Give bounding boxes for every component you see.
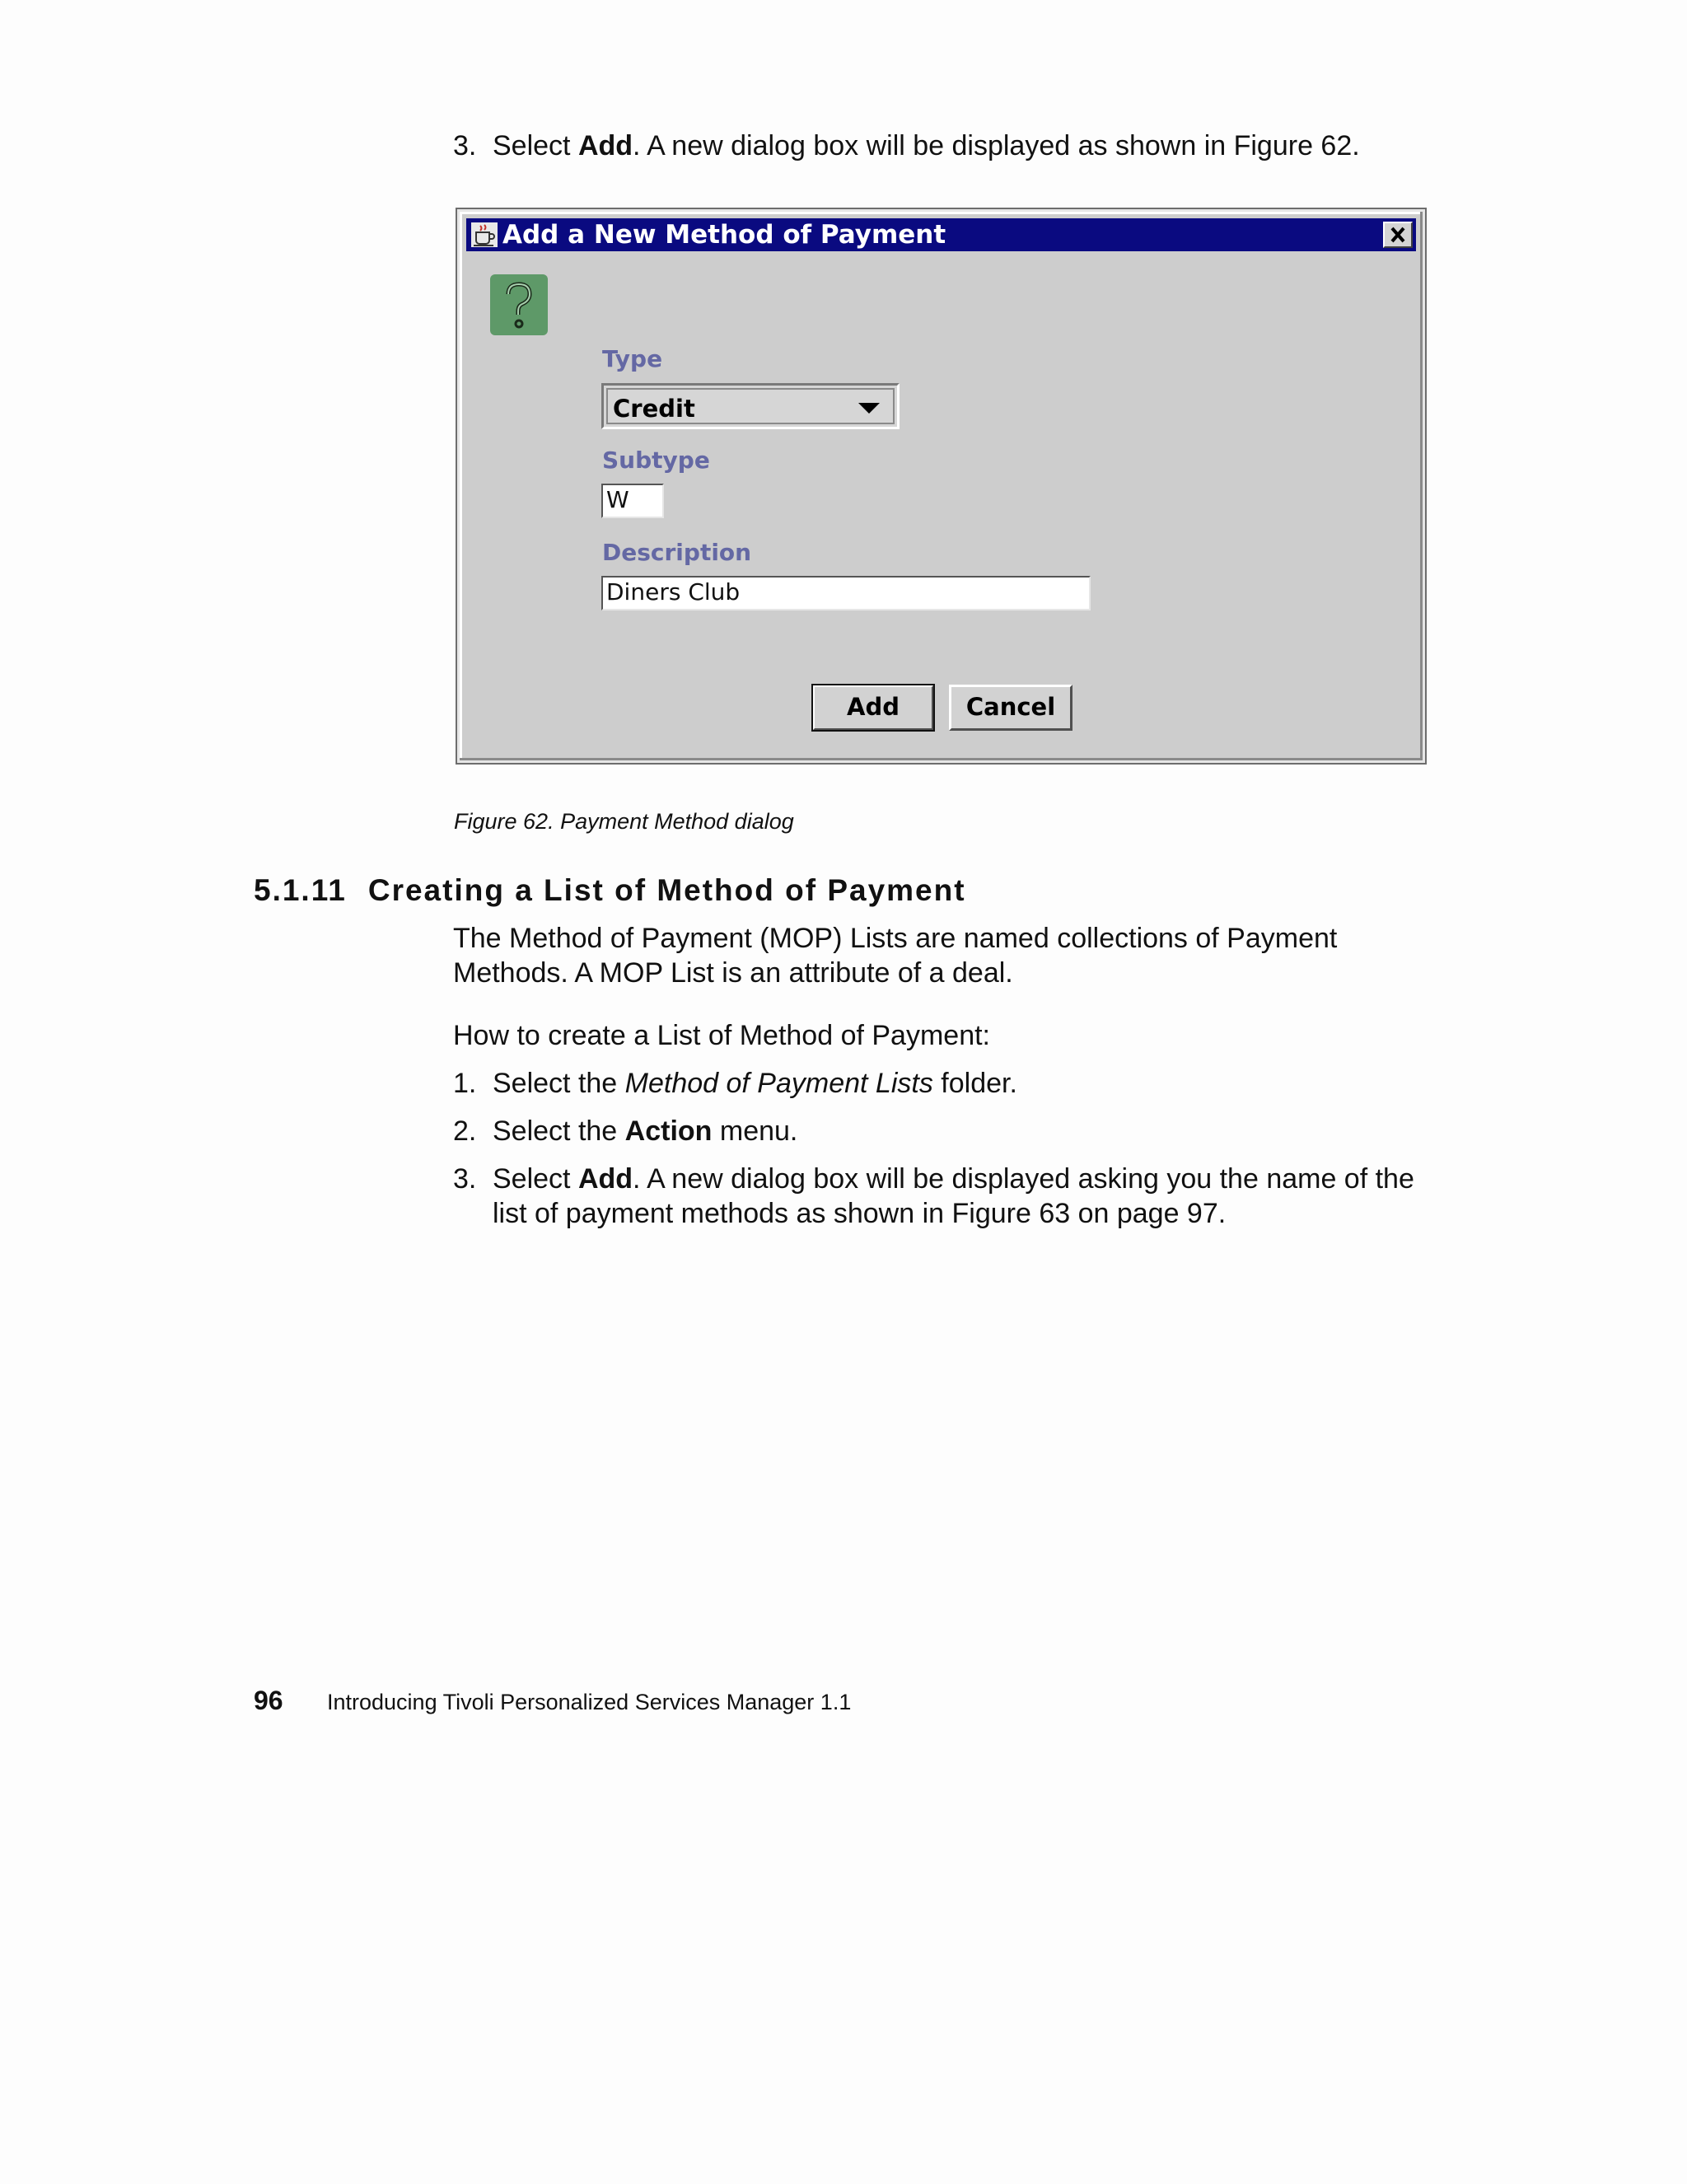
step-3-line-2: list of payment methods as shown in Figure 63 on page 97.	[493, 1198, 1227, 1229]
step-prefix: Select the	[493, 1115, 625, 1147]
figure-caption: Figure 62. Payment Method dialog	[454, 809, 794, 834]
question-glyph	[490, 274, 548, 335]
cancel-button[interactable]: Cancel	[949, 685, 1072, 731]
step-bold: Add	[577, 130, 633, 161]
close-button[interactable]	[1383, 222, 1413, 248]
subtype-field[interactable]: W	[601, 484, 664, 518]
add-payment-method-dialog	[457, 209, 1425, 763]
step-number: 1.	[453, 1068, 477, 1099]
step-2	[453, 1114, 797, 1148]
step-3	[453, 1162, 1414, 1196]
close-x-icon	[1385, 223, 1411, 246]
paragraph-line-1: The Method of Payment (MOP) Lists are named collections of Payment	[453, 923, 1338, 954]
type-label: Type	[602, 345, 663, 372]
dialog-title: Add a New Method of Payment	[502, 220, 946, 250]
step-emph: Action	[624, 1115, 713, 1147]
step-prefix: Select	[493, 130, 578, 161]
section-heading	[254, 873, 966, 908]
step-suffix: folder.	[932, 1068, 1017, 1099]
step-3-top	[453, 129, 1360, 163]
type-select-value: Credit	[613, 395, 695, 423]
step-suffix: . A new dialog box will be displayed as shown in Figure 62.	[633, 130, 1360, 161]
step-prefix: Select	[493, 1163, 578, 1195]
step-prefix: Select the	[493, 1068, 625, 1099]
chevron-down-icon	[858, 403, 880, 414]
dialog-titlebar[interactable]	[466, 218, 1416, 251]
step-number: 2.	[453, 1115, 477, 1147]
java-cup-icon	[471, 222, 498, 247]
step-number: 3.	[453, 130, 477, 161]
running-footer-title: Introducing Tivoli Personalized Services Manager 1.1	[327, 1690, 852, 1714]
description-label: Description	[602, 539, 752, 566]
step-emph: Add	[577, 1163, 633, 1195]
section-number: 5.1.11	[254, 873, 347, 907]
step-1	[453, 1066, 1017, 1101]
page-number: 96	[254, 1686, 283, 1715]
section-title: Creating a List of Method of Payment	[367, 873, 966, 907]
step-emph: Method of Payment Lists	[624, 1068, 933, 1099]
intro-text: How to create a List of Method of Payment:	[453, 1020, 990, 1051]
question-mark-icon	[490, 274, 548, 335]
add-button[interactable]: Add	[812, 685, 934, 731]
step-suffix: . A new dialog box will be displayed asking you the name of the	[633, 1163, 1414, 1195]
step-number: 3.	[453, 1163, 477, 1195]
description-field[interactable]: Diners Club	[601, 576, 1091, 610]
step-suffix: menu.	[712, 1115, 798, 1147]
paragraph-line-2: Methods. A MOP List is an attribute of a deal.	[453, 957, 1013, 989]
type-select[interactable]	[601, 383, 900, 429]
subtype-label: Subtype	[602, 447, 710, 474]
type-select-face	[606, 388, 895, 424]
